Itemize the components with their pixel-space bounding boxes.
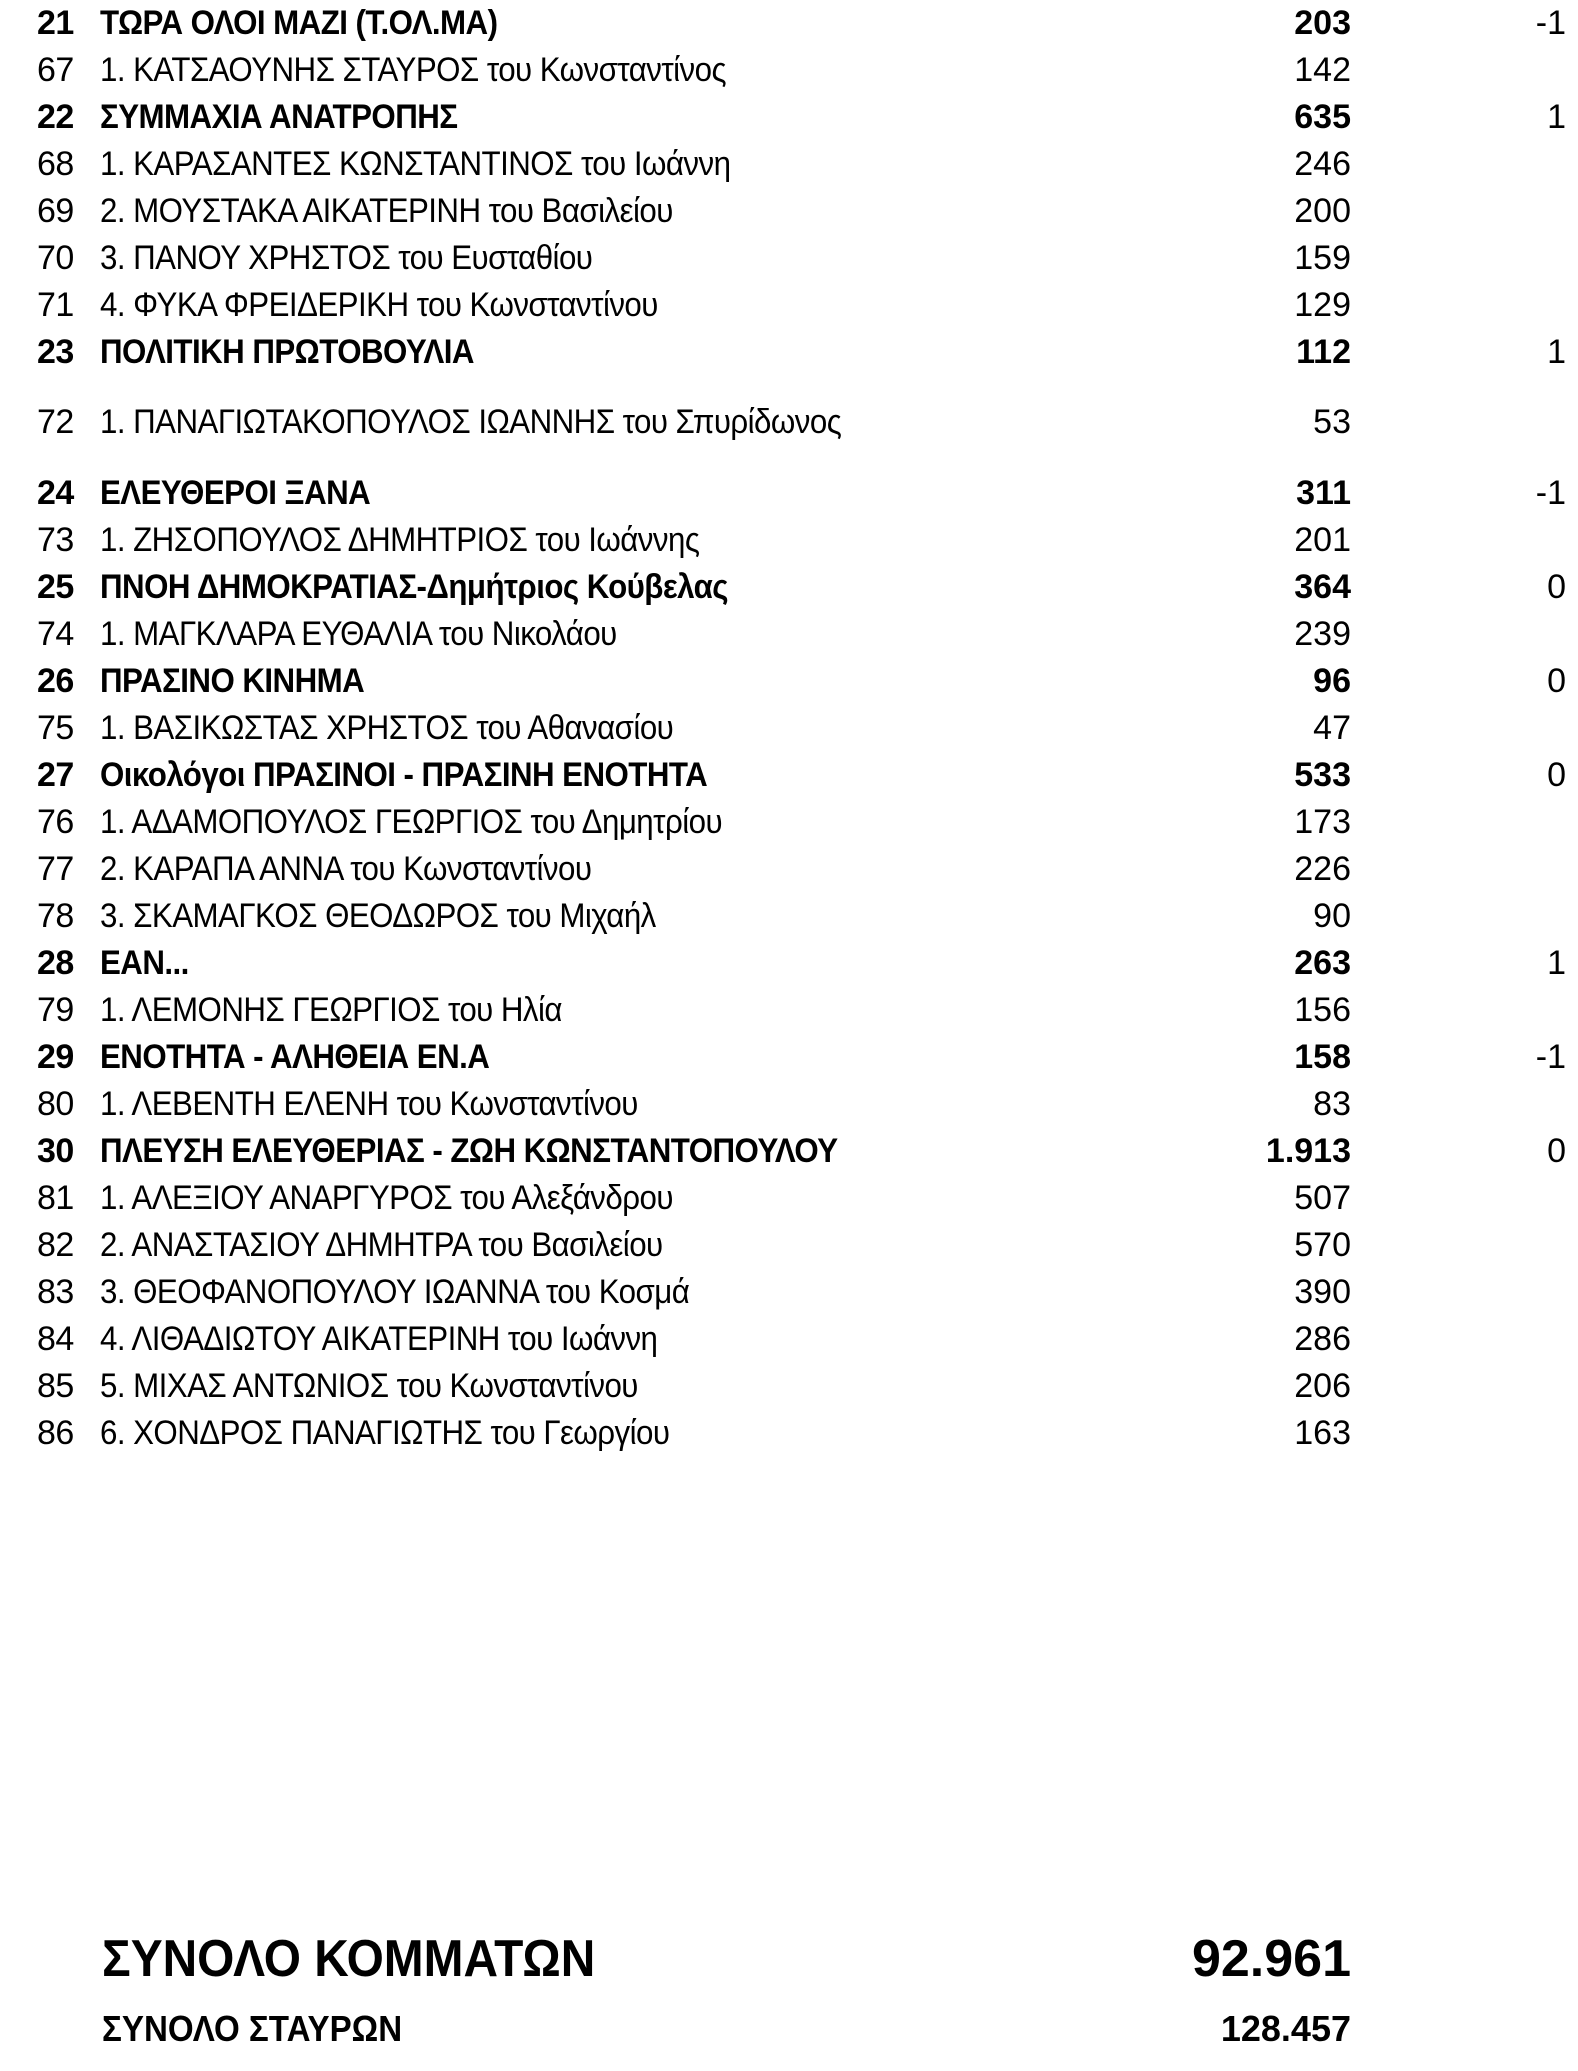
candidate-number: 84 <box>37 1320 74 1358</box>
candidate-name: 1. ΑΛΕΞΙΟΥ ΑΝΑΡΓΥΡΟΣ του Αλεξάνδρου <box>100 1179 673 1217</box>
candidate-name: 1. ΛΕΜΟΝΗΣ ΓΕΩΡΓΙΟΣ του Ηλία <box>100 991 562 1029</box>
party-name: ΠΛΕΥΣΗ ΕΛΕΥΘΕΡΙΑΣ - ΖΩΗ ΚΩΝΣΤΑΝΤΟΠΟΥΛΟΥ <box>100 1132 838 1170</box>
candidate-number: 82 <box>37 1226 74 1264</box>
vote-count: 159 <box>1294 239 1351 277</box>
party-number: 25 <box>37 568 74 606</box>
seat-change: 0 <box>1547 1132 1566 1170</box>
party-row <box>0 321 1578 383</box>
party-name: ΣΥΜΜΑΧΙΑ ΑΝΑΤΡΟΠΗΣ <box>100 98 458 136</box>
candidate-name: 3. ΣΚΑΜΑΓΚΟΣ ΘΕΟΔΩΡΟΣ του Μιχαήλ <box>100 897 656 935</box>
candidate-name: 1. ΜΑΓΚΛΑΡΑ ΕΥΘΑΛΙΑ του Νικολάου <box>100 615 617 653</box>
party-number: 29 <box>37 1038 74 1076</box>
candidate-name: 1. ΛΕΒΕΝΤΗ ΕΛΕΝΗ του Κωνσταντίνου <box>100 1085 638 1123</box>
vote-count: 570 <box>1294 1226 1351 1264</box>
seat-change: 0 <box>1547 568 1566 606</box>
candidate-name: 2. ΚΑΡΑΠΑ ΑΝΝΑ του Κωνσταντίνου <box>100 850 592 888</box>
candidate-number: 85 <box>37 1367 74 1405</box>
vote-count: 53 <box>1313 403 1351 441</box>
candidate-number: 70 <box>37 239 74 277</box>
vote-count: 156 <box>1294 991 1351 1029</box>
candidate-number: 72 <box>37 403 74 441</box>
party-number: 22 <box>37 98 74 136</box>
candidate-number: 80 <box>37 1085 74 1123</box>
vote-count: 246 <box>1294 145 1351 183</box>
candidate-number: 71 <box>37 286 74 324</box>
total-crosses-row <box>0 2000 1578 2058</box>
candidate-name: 1. ΖΗΣΟΠΟΥΛΟΣ ΔΗΜΗΤΡΙΟΣ του Ιωάννης <box>100 521 700 559</box>
vote-count: 226 <box>1294 850 1351 888</box>
party-name: ΠΡΑΣΙΝΟ ΚΙΝΗΜΑ <box>100 662 365 700</box>
party-number: 21 <box>37 4 74 42</box>
candidate-name: 1. ΠΑΝΑΓΙΩΤΑΚΟΠΟΥΛΟΣ ΙΩΑΝΝΗΣ του Σπυρίδωνος <box>100 403 842 441</box>
candidate-number: 74 <box>37 615 74 653</box>
party-number: 24 <box>37 474 74 512</box>
candidate-number: 68 <box>37 145 74 183</box>
vote-count: 173 <box>1294 803 1351 841</box>
vote-count: 83 <box>1313 1085 1351 1123</box>
vote-count: 206 <box>1294 1367 1351 1405</box>
candidate-name: 5. ΜΙΧΑΣ ΑΝΤΩΝΙΟΣ του Κωνσταντίνου <box>100 1367 638 1405</box>
vote-count: 203 <box>1294 4 1351 42</box>
vote-count: 158 <box>1294 1038 1351 1076</box>
candidate-row <box>0 391 1578 453</box>
vote-count: 47 <box>1313 709 1351 747</box>
vote-count: 142 <box>1294 51 1351 89</box>
party-name: Οικολόγοι ΠΡΑΣΙΝΟΙ - ΠΡΑΣΙΝΗ ΕΝΟΤΗΤΑ <box>100 756 708 794</box>
vote-count: 163 <box>1294 1414 1351 1452</box>
seat-change: 1 <box>1547 98 1566 136</box>
candidate-name: 1. ΑΔΑΜΟΠΟΥΛΟΣ ΓΕΩΡΓΙΟΣ του Δημητρίου <box>100 803 723 841</box>
vote-count: 201 <box>1294 521 1351 559</box>
candidate-number: 76 <box>37 803 74 841</box>
total-parties-row <box>0 1923 1578 1995</box>
party-number: 30 <box>37 1132 74 1170</box>
candidate-number: 78 <box>37 897 74 935</box>
vote-count: 90 <box>1313 897 1351 935</box>
total-crosses-label: ΣΥΝΟΛΟ ΣΤΑΥΡΩΝ <box>102 2008 403 2049</box>
candidate-name: 1. ΚΑΤΣΑΟΥΝΗΣ ΣΤΑΥΡΟΣ του Κωνσταντίνος <box>100 51 727 89</box>
candidate-name: 3. ΠΑΝΟΥ ΧΡΗΣΤΟΣ του Ευσταθίου <box>100 239 593 277</box>
party-name: ΤΩΡΑ ΟΛΟΙ ΜΑΖΙ (Τ.ΟΛ.ΜΑ) <box>100 4 498 42</box>
candidate-number: 81 <box>37 1179 74 1217</box>
vote-count: 364 <box>1294 568 1351 606</box>
candidate-name: 1. ΒΑΣΙΚΩΣΤΑΣ ΧΡΗΣΤΟΣ του Αθανασίου <box>100 709 674 747</box>
candidate-name: 4. ΦΥΚΑ ΦΡΕΙΔΕΡΙΚΗ του Κωνσταντίνου <box>100 286 658 324</box>
total-parties-value: 92.961 <box>1191 1930 1351 1988</box>
party-name: ΕΛΕΥΘΕΡΟΙ ΞΑΝΑ <box>100 474 371 512</box>
candidate-name: 6. ΧΟΝΔΡΟΣ ΠΑΝΑΓΙΩΤΗΣ του Γεωργίου <box>100 1414 670 1452</box>
candidate-number: 75 <box>37 709 74 747</box>
party-number: 27 <box>37 756 74 794</box>
party-name: ΕΝΟΤΗΤΑ - ΑΛΗΘΕΙΑ ΕΝ.Α <box>100 1038 490 1076</box>
candidate-row <box>0 1402 1578 1464</box>
vote-count: 507 <box>1294 1179 1351 1217</box>
party-name: ΠΟΛΙΤΙΚΗ ΠΡΩΤΟΒΟΥΛΙΑ <box>100 333 474 371</box>
vote-count: 263 <box>1294 944 1351 982</box>
seat-change: 0 <box>1547 662 1566 700</box>
candidate-number: 77 <box>37 850 74 888</box>
vote-count: 129 <box>1294 286 1351 324</box>
candidate-name: 2. ΑΝΑΣΤΑΣΙΟΥ ΔΗΜΗΤΡΑ του Βασιλείου <box>100 1226 663 1264</box>
vote-count: 533 <box>1294 756 1351 794</box>
vote-count: 112 <box>1296 333 1351 371</box>
vote-count: 96 <box>1313 662 1351 700</box>
candidate-number: 86 <box>37 1414 74 1452</box>
candidate-name: 4. ΛΙΘΑΔΙΩΤΟΥ ΑΙΚΑΤΕΡΙΝΗ του Ιωάννη <box>100 1320 658 1358</box>
candidate-number: 73 <box>37 521 74 559</box>
seat-change: 1 <box>1547 944 1566 982</box>
seat-change: 1 <box>1547 333 1566 371</box>
party-number: 28 <box>37 944 74 982</box>
candidate-name: 3. ΘΕΟΦΑΝΟΠΟΥΛΟΥ ΙΩΑΝΝΑ του Κοσμά <box>100 1273 690 1311</box>
party-name: ΠΝΟΗ ΔΗΜΟΚΡΑΤΙΑΣ-Δημήτριος Κούβελας <box>100 568 729 606</box>
total-parties-label: ΣΥΝΟΛΟ ΚΟΜΜΑΤΩΝ <box>102 1930 596 1988</box>
vote-count: 239 <box>1294 615 1351 653</box>
total-crosses-value: 128.457 <box>1220 2008 1351 2049</box>
vote-count: 200 <box>1294 192 1351 230</box>
candidate-number: 67 <box>37 51 74 89</box>
vote-count: 635 <box>1294 98 1351 136</box>
seat-change: -1 <box>1535 474 1566 512</box>
vote-count: 286 <box>1294 1320 1351 1358</box>
seat-change: -1 <box>1535 1038 1566 1076</box>
candidate-number: 79 <box>37 991 74 1029</box>
party-number: 26 <box>37 662 74 700</box>
candidate-number: 69 <box>37 192 74 230</box>
seat-change: 0 <box>1547 756 1566 794</box>
party-number: 23 <box>37 333 74 371</box>
vote-count: 311 <box>1296 474 1351 512</box>
candidate-name: 1. ΚΑΡΑΣΑΝΤΕΣ ΚΩΝΣΤΑΝΤΙΝΟΣ του Ιωάννη <box>100 145 731 183</box>
seat-change: -1 <box>1535 4 1566 42</box>
vote-count: 390 <box>1294 1273 1351 1311</box>
candidate-number: 83 <box>37 1273 74 1311</box>
party-name: ΕΑΝ... <box>100 944 189 982</box>
candidate-name: 2. ΜΟΥΣΤΑΚΑ ΑΙΚΑΤΕΡΙΝΗ του Βασιλείου <box>100 192 673 230</box>
vote-count: 1.913 <box>1265 1132 1351 1170</box>
